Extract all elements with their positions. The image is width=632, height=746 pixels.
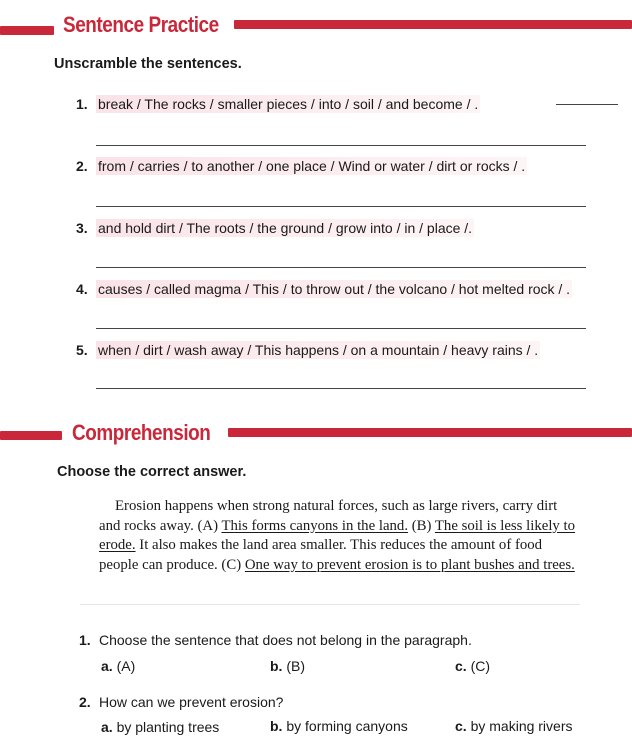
item-number: 4.: [76, 281, 88, 297]
unscramble-item-1: [76, 96, 480, 112]
q1-choice-a[interactable]: a. (A): [101, 658, 136, 674]
sentence-b: The soil is less likely to erode.: [99, 517, 576, 553]
unscramble-item-5: [76, 342, 540, 358]
q1-choice-b[interactable]: b. (B): [270, 658, 306, 674]
passage-divider: [80, 604, 580, 605]
header-bar-right: [228, 428, 632, 437]
question-2: [79, 694, 283, 710]
unscramble-item-3: [76, 220, 474, 236]
passage-text-1: Erosion happens when strong natural forces, such as large rivers, carry dirt and rocks away. (A): [99, 498, 558, 534]
question-number: 2.: [79, 694, 91, 710]
q2-choice-c[interactable]: c. by making rivers: [455, 718, 573, 734]
comprehension-title: Comprehension: [72, 420, 211, 445]
sentence-a: This forms canyons in the land.: [221, 517, 409, 534]
q2-choice-b[interactable]: b. by forming canyons: [270, 718, 408, 734]
item-text: when / dirt / wash away / This happens / on a mountain / heavy rains / .: [98, 342, 539, 358]
item-number: 3.: [76, 220, 88, 236]
sentence-c: One way to prevent erosion is to plant bushes and trees.: [244, 556, 575, 573]
q2-choice-a[interactable]: a. by planting trees: [101, 719, 220, 735]
header-bar-right: [234, 20, 632, 29]
question-text: How can we prevent erosion?: [99, 694, 284, 710]
answer-line-1[interactable]: [96, 145, 586, 146]
header-bar-left: [0, 431, 62, 440]
passage-text-3: It also makes the land area smaller. This reduces the amount of food people can produce. (C): [99, 537, 543, 573]
item-number: 5.: [76, 342, 88, 358]
erosion-passage: [99, 497, 579, 575]
comprehension-header: [0, 420, 632, 450]
item-text: and hold dirt / The roots / the ground / grow into / in / place /.: [98, 220, 473, 236]
item-text: causes / called magma / This / to throw out / the volcano / hot melted rock / .: [98, 281, 571, 297]
sentence-practice-header: [0, 12, 632, 42]
question-number: 1.: [79, 632, 91, 648]
question-1: [79, 632, 472, 648]
answer-line-3[interactable]: [96, 267, 586, 268]
choose-instruction: Choose the correct answer.: [57, 464, 247, 480]
question-text: Choose the sentence that does not belong in the paragraph.: [99, 632, 472, 648]
unscramble-item-2: [76, 158, 527, 174]
unscramble-instruction: Unscramble the sentences.: [54, 56, 242, 72]
answer-line-5[interactable]: [96, 388, 586, 389]
answer-line-1-short[interactable]: [556, 104, 618, 105]
answer-line-4[interactable]: [96, 328, 586, 329]
item-number: 2.: [76, 158, 88, 174]
unscramble-item-4: [76, 281, 572, 297]
item-text: break / The rocks / smaller pieces / into / soil / and become / .: [98, 96, 479, 112]
answer-line-2[interactable]: [96, 206, 586, 207]
q1-choice-c[interactable]: c. (C): [455, 658, 491, 674]
header-bar-left: [0, 26, 54, 35]
item-number: 1.: [76, 96, 88, 112]
passage-text-2: (B): [408, 517, 435, 534]
item-text: from / carries / to another / one place / Wind or water / dirt or rocks / .: [98, 158, 526, 174]
sentence-practice-title: Sentence Practice: [63, 12, 219, 37]
